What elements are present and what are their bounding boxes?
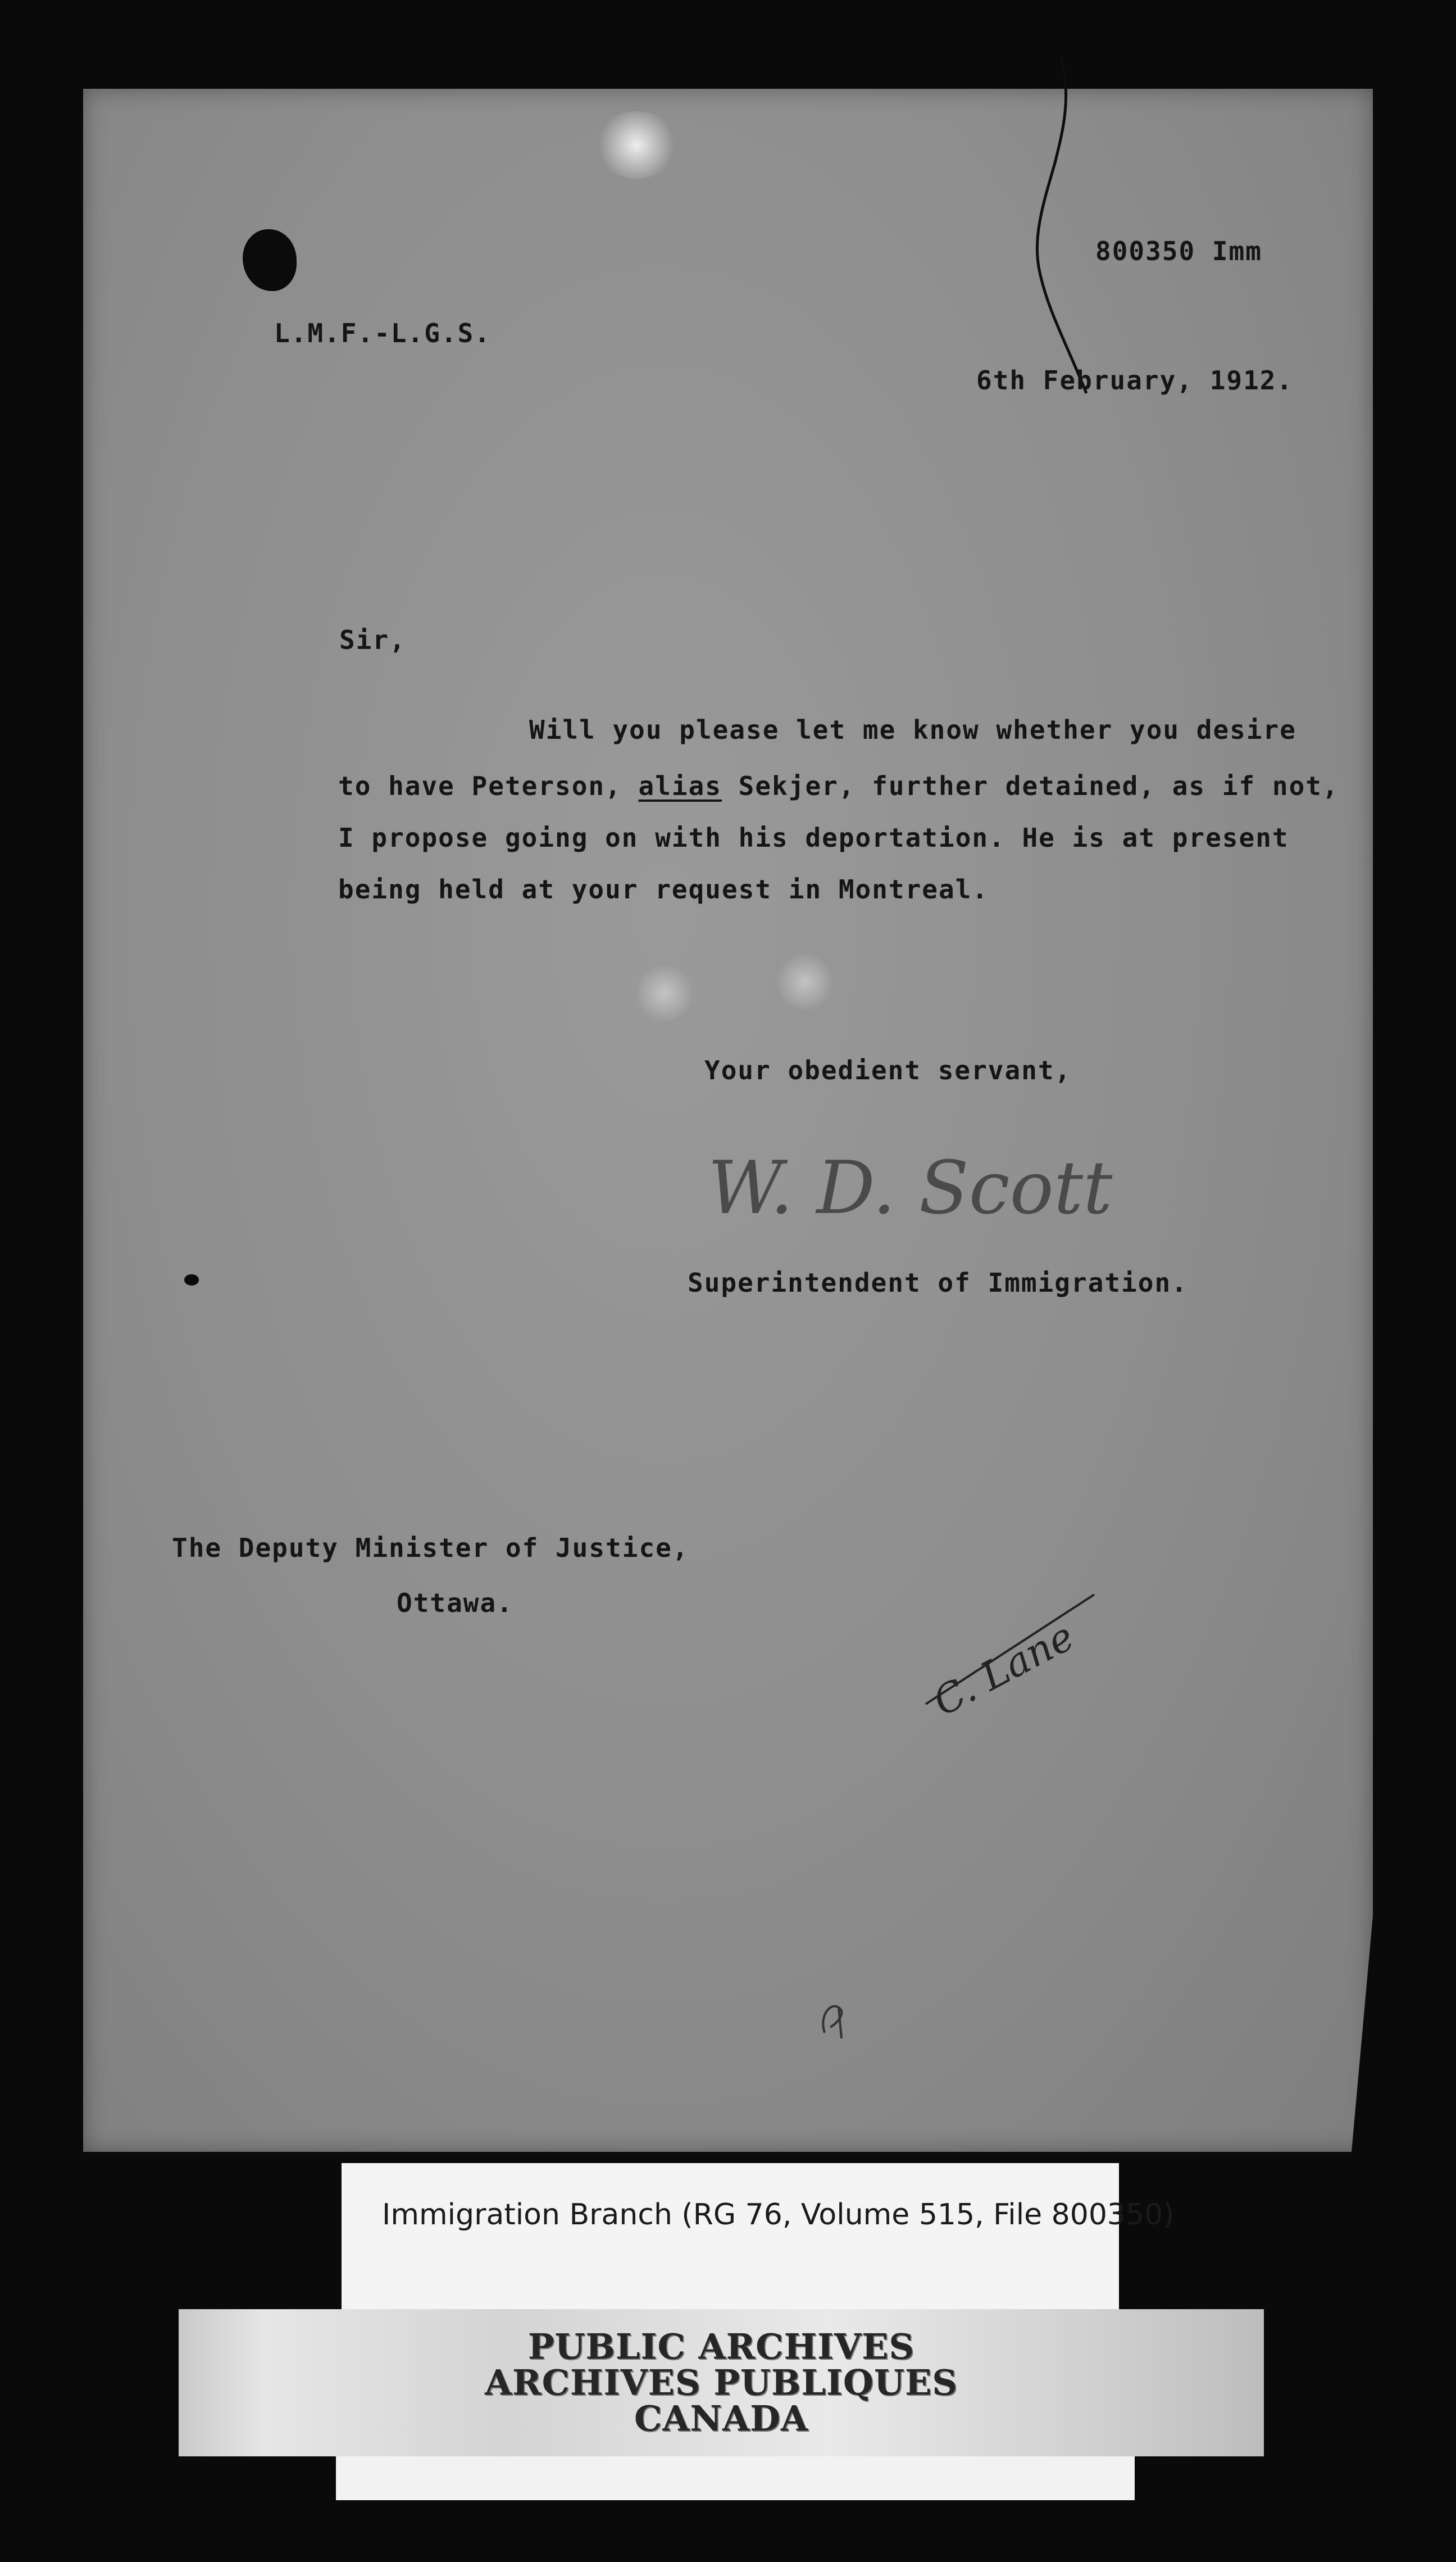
signer-title: Superintendent of Immigration. xyxy=(688,1268,1188,1298)
signature: W. D. Scott xyxy=(708,1145,1113,1230)
light-glare xyxy=(634,965,695,1021)
stamp-line-1: PUBLIC ARCHIVES xyxy=(527,2326,915,2367)
light-glare xyxy=(774,954,836,1010)
body-line-4: being held at your request in Montreal. xyxy=(338,874,989,905)
letter-date: 6th February, 1912. xyxy=(976,365,1294,396)
closing: Your obedient servant, xyxy=(704,1055,1072,1085)
archive-reference-label xyxy=(342,2163,1175,2309)
pencil-mark xyxy=(813,1993,858,2044)
archive-stamp xyxy=(179,2326,1264,2439)
file-number: 800350 Imm xyxy=(1095,236,1262,266)
salutation: Sir, xyxy=(339,625,406,655)
initials-underline xyxy=(914,1583,1105,1718)
ink-dot xyxy=(184,1274,199,1285)
body-line-2-start: to have Peterson, xyxy=(338,771,639,801)
torn-corner xyxy=(1352,1916,1373,2152)
alias-word: alias xyxy=(638,771,722,801)
body-line-2-end: Sekjer, further detained, as if not, xyxy=(721,771,1339,801)
archive-stamp-card xyxy=(179,2309,1264,2456)
body-line-2 xyxy=(338,771,1339,801)
letter-sheet xyxy=(83,89,1373,2152)
archive-reference-text: Immigration Branch (RG 76, Volume 515, File 800350) xyxy=(382,2198,1175,2232)
reference-initials: L.M.F.-L.G.S. xyxy=(274,318,492,348)
stamp-line-2: ARCHIVES PUBLIQUES xyxy=(484,2362,958,2403)
body-line-1: Will you please let me know whether you desire xyxy=(529,715,1296,745)
body-line-3: I propose going on with his deportation. He is at present xyxy=(338,823,1289,853)
handwritten-initials: C. Lane xyxy=(926,1613,1082,1725)
recipient-line-2: Ottawa. xyxy=(397,1588,513,1618)
archive-card-strip xyxy=(336,2456,1135,2500)
recipient-line-1: The Deputy Minister of Justice, xyxy=(172,1533,689,1563)
stamp-line-3: CANADA xyxy=(634,2398,809,2439)
